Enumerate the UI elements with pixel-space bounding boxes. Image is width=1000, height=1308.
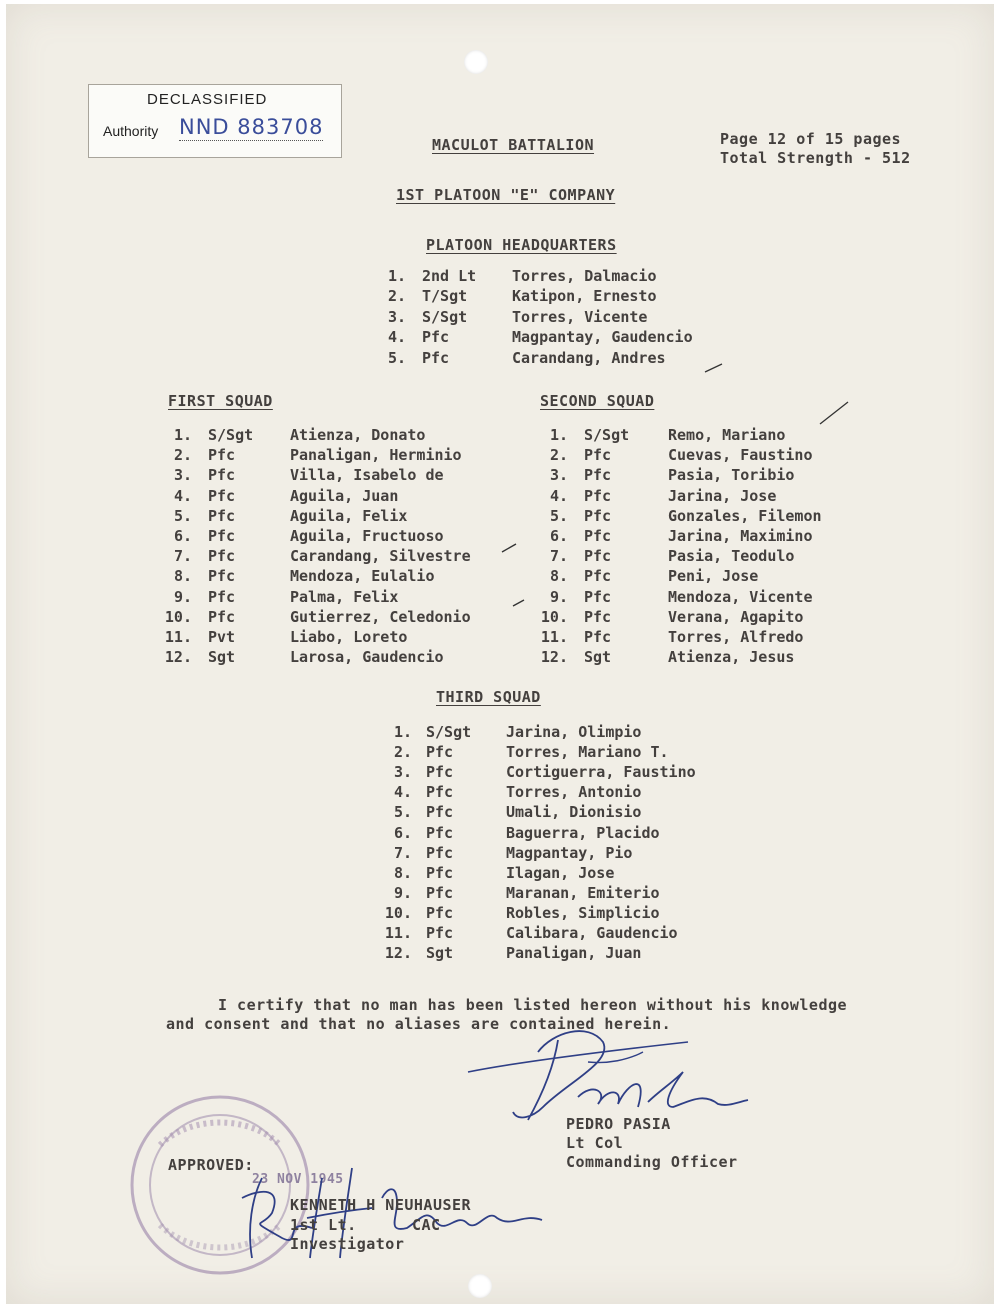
roster-rank: Pfc <box>208 567 236 586</box>
approval-date: 23 NOV 1945 <box>252 1172 344 1187</box>
roster-name: Ilagan, Jose <box>506 863 615 882</box>
roster-rank: Pfc <box>426 763 454 782</box>
roster-name: Panaligan, Herminio <box>290 446 462 465</box>
check-mark <box>512 598 526 608</box>
check-mark <box>704 360 724 374</box>
roster-number: 2. <box>549 446 568 465</box>
roster-name: Cortiguerra, Faustino <box>506 763 696 782</box>
roster-number: 2. <box>173 446 192 465</box>
roster-number: 11. <box>384 924 412 942</box>
commanding-officer-signature <box>458 1012 758 1132</box>
commanding-officer-rank: Lt Col <box>566 1134 624 1152</box>
roster-name: Mendoza, Eulalio <box>290 567 435 586</box>
roster-number: 8. <box>549 567 568 586</box>
roster-number: 2. <box>387 287 406 306</box>
roster-name: Atienza, Donato <box>290 426 426 444</box>
roster-rank: Pfc <box>208 486 236 505</box>
roster-name: Atienza, Jesus <box>668 648 795 667</box>
declassified-stamp <box>88 84 342 158</box>
roster-name: Maranan, Emiterio <box>506 883 660 902</box>
roster-number: 12. <box>384 944 412 963</box>
roster-name: Mendoza, Vicente <box>668 587 813 606</box>
platoon-hq-title: PLATOON HEADQUARTERS <box>426 236 617 254</box>
roster-rank: Pfc <box>208 527 236 545</box>
roster-rank: Pfc <box>584 527 612 545</box>
roster-name: Jarina, Maximino <box>668 527 813 545</box>
roster-rank: S/Sgt <box>584 426 630 444</box>
second-squad-title: SECOND SQUAD <box>540 392 655 410</box>
roster-name: Magpantay, Pio <box>506 843 633 862</box>
roster-name: Panaligan, Juan <box>506 944 642 963</box>
roster-rank: Pfc <box>208 466 236 485</box>
punch-hole <box>464 50 488 74</box>
roster-name: Umali, Dionisio <box>506 803 642 822</box>
roster-number: 5. <box>393 803 412 822</box>
first-squad-title: FIRST SQUAD <box>168 392 273 410</box>
investigator-title: Investigator <box>290 1235 405 1253</box>
roster-rank: S/Sgt <box>422 307 468 326</box>
commanding-officer-title: Commanding Officer <box>566 1153 738 1171</box>
roster-rank: Pfc <box>584 628 612 646</box>
roster-number: 1. <box>549 426 568 444</box>
roster-name: Katipon, Ernesto <box>512 287 657 306</box>
investigator-name: KENNETH H NEUHAUSER <box>290 1196 472 1214</box>
roster-name: Torres, Alfredo <box>668 628 804 646</box>
roster-rank: Pfc <box>208 506 236 525</box>
roster-number: 5. <box>387 348 406 367</box>
stamp-authority-label: Authority <box>103 123 159 139</box>
roster-number: 7. <box>393 843 412 862</box>
check-mark <box>500 540 520 554</box>
roster-rank: Pfc <box>208 446 236 465</box>
roster-name: Jarina, Olimpio <box>506 723 642 741</box>
roster-number: 3. <box>549 466 568 485</box>
roster-rank: Pfc <box>584 486 612 505</box>
roster-name: Gonzales, Filemon <box>668 506 822 525</box>
roster-number: 4. <box>549 486 568 505</box>
roster-number: 9. <box>173 587 192 606</box>
commanding-officer-name: PEDRO PASIA <box>566 1115 671 1133</box>
roster-rank: Pfc <box>584 506 612 525</box>
unit-title: 1ST PLATOON "E" COMPANY <box>396 186 616 204</box>
roster-name: Liabo, Loreto <box>290 628 408 646</box>
roster-number: 3. <box>173 466 192 485</box>
roster-rank: Pfc <box>208 587 236 606</box>
roster-number: 5. <box>549 506 568 525</box>
roster-number: 2. <box>393 743 412 762</box>
roster-name: Gutierrez, Celedonio <box>290 607 471 626</box>
roster-name: Verana, Agapito <box>668 607 804 626</box>
roster-number: 11. <box>164 628 192 646</box>
roster-rank: Pfc <box>426 843 454 862</box>
roster-rank: Pfc <box>422 328 450 347</box>
roster-name: Carandang, Andres <box>512 348 666 367</box>
roster-name: Torres, Dalmacio <box>512 267 657 285</box>
roster-name: Villa, Isabelo de <box>290 466 444 485</box>
roster-rank: Pfc <box>426 823 454 842</box>
roster-rank: Pfc <box>584 547 612 566</box>
roster-name: Torres, Antonio <box>506 783 642 802</box>
roster-number: 4. <box>173 486 192 505</box>
roster-number: 7. <box>173 547 192 566</box>
certification-line-1: I certify that no man has been listed hereon without his knowledge <box>218 996 848 1014</box>
roster-rank: Pfc <box>584 607 612 626</box>
roster-rank: Pfc <box>426 803 454 822</box>
roster-rank: Pfc <box>422 348 450 367</box>
roster-number: 3. <box>387 307 406 326</box>
roster-rank: Sgt <box>426 944 454 963</box>
roster-number: 4. <box>387 328 406 347</box>
roster-number: 5. <box>173 506 192 525</box>
roster-rank: Pvt <box>208 628 236 646</box>
roster-number: 9. <box>549 587 568 606</box>
roster-rank: Pfc <box>208 547 236 566</box>
roster-number: 3. <box>393 763 412 782</box>
roster-rank: Pfc <box>426 883 454 902</box>
roster-rank: Pfc <box>208 607 236 626</box>
roster-number: 6. <box>393 823 412 842</box>
roster-rank: Pfc <box>584 587 612 606</box>
roster-rank: S/Sgt <box>426 723 472 741</box>
roster-number: 1. <box>393 723 412 741</box>
stamp-title: DECLASSIFIED <box>147 91 268 108</box>
roster-number: 9. <box>393 883 412 902</box>
roster-name: Peni, Jose <box>668 567 759 586</box>
roster-number: 8. <box>393 863 412 882</box>
roster-rank: Pfc <box>426 743 454 762</box>
roster-number: 11. <box>540 628 568 646</box>
roster-number: 10. <box>384 903 412 922</box>
roster-rank: Pfc <box>426 863 454 882</box>
roster-rank: Sgt <box>208 648 236 667</box>
roster-number: 12. <box>164 648 192 667</box>
roster-number: 1. <box>173 426 192 444</box>
roster-name: Aguila, Fructuoso <box>290 527 444 545</box>
total-strength: Total Strength - 512 <box>720 149 911 167</box>
check-mark <box>818 398 850 428</box>
roster-number: 10. <box>540 607 568 626</box>
investigator-signature <box>222 1158 562 1278</box>
roster-name: Jarina, Jose <box>668 486 777 505</box>
roster-rank: S/Sgt <box>208 426 254 444</box>
stamp-authority-number: NND 883708 <box>179 115 324 139</box>
roster-name: Calibara, Gaudencio <box>506 924 678 942</box>
roster-number: 6. <box>173 527 192 545</box>
roster-rank: Pfc <box>426 783 454 802</box>
roster-rank: 2nd Lt <box>422 267 477 285</box>
roster-name: Torres, Vicente <box>512 307 648 326</box>
roster-number: 8. <box>173 567 192 586</box>
roster-number: 4. <box>393 783 412 802</box>
roster-name: Magpantay, Gaudencio <box>512 328 693 347</box>
roster-name: Cuevas, Faustino <box>668 446 813 465</box>
roster-rank: Pfc <box>584 567 612 586</box>
approval-label: APPROVED: <box>168 1156 254 1174</box>
roster-number: 12. <box>540 648 568 667</box>
page-number: Page 12 of 15 pages <box>720 130 902 148</box>
roster-rank: Sgt <box>584 648 612 667</box>
roster-rank: Pfc <box>584 446 612 465</box>
investigator-unit: CAC <box>412 1216 441 1234</box>
roster-name: Torres, Mariano T. <box>506 743 669 762</box>
roster-rank: T/Sgt <box>422 287 468 306</box>
roster-name: Carandang, Silvestre <box>290 547 471 566</box>
roster-name: Aguila, Juan <box>290 486 399 505</box>
roster-number: 10. <box>164 607 192 626</box>
roster-rank: Pfc <box>426 903 454 922</box>
roster-rank: Pfc <box>584 466 612 485</box>
roster-name: Remo, Mariano <box>668 426 786 444</box>
roster-name: Robles, Simplicio <box>506 903 660 922</box>
roster-rank: Pfc <box>426 924 454 942</box>
roster-number: 6. <box>549 527 568 545</box>
roster-name: Palma, Felix <box>290 587 399 606</box>
roster-number: 1. <box>387 267 406 285</box>
roster-name: Baguerra, Placido <box>506 823 660 842</box>
roster-name: Pasia, Toribio <box>668 466 795 485</box>
roster-number: 7. <box>549 547 568 566</box>
battalion-title: MACULOT BATTALION <box>432 136 595 154</box>
certification-line-2: and consent and that no aliases are contained herein. <box>166 1015 672 1033</box>
roster-name: Aguila, Felix <box>290 506 408 525</box>
roster-name: Pasia, Teodulo <box>668 547 795 566</box>
roster-name: Larosa, Gaudencio <box>290 648 444 667</box>
third-squad-title: THIRD SQUAD <box>436 688 541 706</box>
investigator-rank: 1st Lt. <box>290 1216 357 1234</box>
